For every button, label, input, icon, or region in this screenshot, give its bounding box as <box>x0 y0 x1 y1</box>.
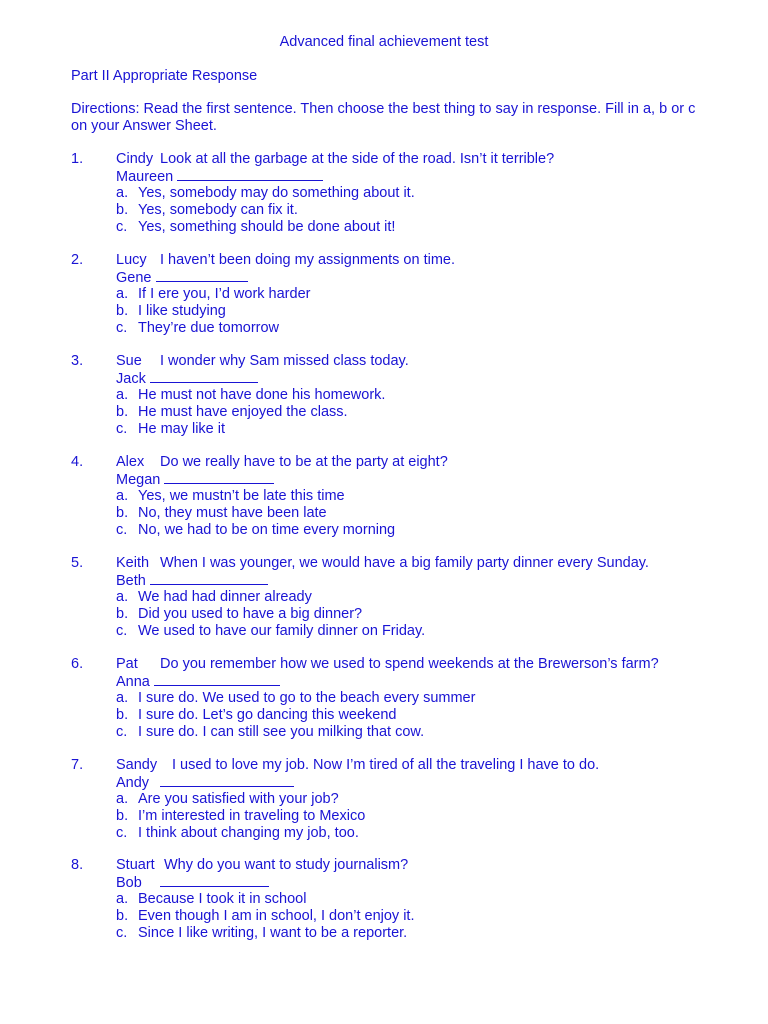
answer-blank <box>150 370 258 383</box>
question-number: 4. <box>71 454 84 470</box>
option-b: b. Even though I am in school, I don’t enjoy it. <box>116 908 415 924</box>
question-number: 2. <box>71 252 84 268</box>
document-title: Advanced final achievement test <box>279 34 489 50</box>
answer-blank <box>164 471 274 484</box>
speaker-name: Alex <box>116 454 145 470</box>
question-number: 8. <box>71 857 84 873</box>
option-b: b. No, they must have been late <box>116 505 327 521</box>
option-a: a. If I ere you, I’d work harder <box>116 286 311 302</box>
responder-name: Megan <box>116 472 161 488</box>
answer-blank <box>160 874 269 887</box>
option-a: a. I sure do. We used to go to the beach every summer <box>116 690 476 706</box>
speaker-name: Stuart <box>116 857 155 873</box>
question-number: 7. <box>71 757 84 773</box>
answer-blank <box>156 269 248 282</box>
answer-blank <box>150 572 268 585</box>
option-b: b. Did you used to have a big dinner? <box>116 606 363 622</box>
option-a: a. He must not have done his homework. <box>116 387 386 403</box>
option-b: b. Yes, somebody can fix it. <box>116 202 298 218</box>
option-c: c. I sure do. I can still see you milking that cow. <box>116 724 425 740</box>
speaker-name: Lucy <box>116 252 147 268</box>
option-a: a. We had had dinner already <box>116 589 312 605</box>
responder-name: Maureen <box>116 169 174 185</box>
responder-name: Anna <box>116 674 150 690</box>
question-prompt: I used to love my job. Now I’m tired of all the traveling I have to do. <box>172 757 600 773</box>
question-prompt: Do you remember how we used to spend weekends at the Brewerson’s farm? <box>160 656 659 672</box>
part-heading: Part II Appropriate Response <box>71 68 258 84</box>
speaker-name: Keith <box>116 555 150 571</box>
question-prompt: When I was younger, we would have a big family party dinner every Sunday. <box>160 555 649 571</box>
speaker-name: Sandy <box>116 757 158 773</box>
option-c: c. Since I like writing, I want to be a reporter. <box>116 925 408 941</box>
responder-name: Andy <box>116 775 150 791</box>
option-c: c. I think about changing my job, too. <box>116 825 359 841</box>
responder-name: Gene <box>116 270 152 286</box>
speaker-name: Pat <box>116 656 138 672</box>
question-number: 5. <box>71 555 84 571</box>
option-c: c. We used to have our family dinner on Friday. <box>116 623 426 639</box>
speaker-name: Cindy <box>116 151 154 167</box>
option-c: c. They’re due tomorrow <box>116 320 280 336</box>
question-number: 6. <box>71 656 84 672</box>
question-number: 3. <box>71 353 84 369</box>
option-c: c. He may like it <box>116 421 226 437</box>
option-a: a. Yes, we mustn’t be late this time <box>116 488 345 504</box>
option-a: a. Because I took it in school <box>116 891 307 907</box>
answer-blank <box>154 673 280 686</box>
option-b: b. I like studying <box>116 303 226 319</box>
question-prompt: Why do you want to study journalism? <box>164 857 409 873</box>
option-b: b. He must have enjoyed the class. <box>116 404 348 420</box>
question-prompt: I wonder why Sam missed class today. <box>160 353 409 369</box>
question-prompt: Do we really have to be at the party at eight? <box>160 454 448 470</box>
option-c: c. No, we had to be on time every morning <box>116 522 396 538</box>
question-prompt: I haven’t been doing my assignments on time. <box>160 252 455 268</box>
option-c: c. Yes, something should be done about it! <box>116 219 396 235</box>
answer-blank <box>160 774 294 787</box>
responder-name: Jack <box>116 371 146 387</box>
speaker-name: Sue <box>116 353 142 369</box>
question-number: 1. <box>71 151 84 167</box>
option-a: a. Yes, somebody may do something about it. <box>116 185 415 201</box>
option-b: b. I’m interested in traveling to Mexico <box>116 808 366 824</box>
responder-name: Beth <box>116 573 146 589</box>
option-b: b. I sure do. Let’s go dancing this weekend <box>116 707 397 723</box>
answer-blank <box>177 168 323 181</box>
question-prompt: Look at all the garbage at the side of the road. Isn’t it terrible? <box>160 151 555 167</box>
responder-name: Bob <box>116 875 142 891</box>
option-a: a. Are you satisfied with your job? <box>116 791 339 807</box>
directions-text: Directions: Read the first sentence. Then choose the best thing to say in response. Fill in a, b or c on your Answer Sheet. <box>71 101 696 134</box>
